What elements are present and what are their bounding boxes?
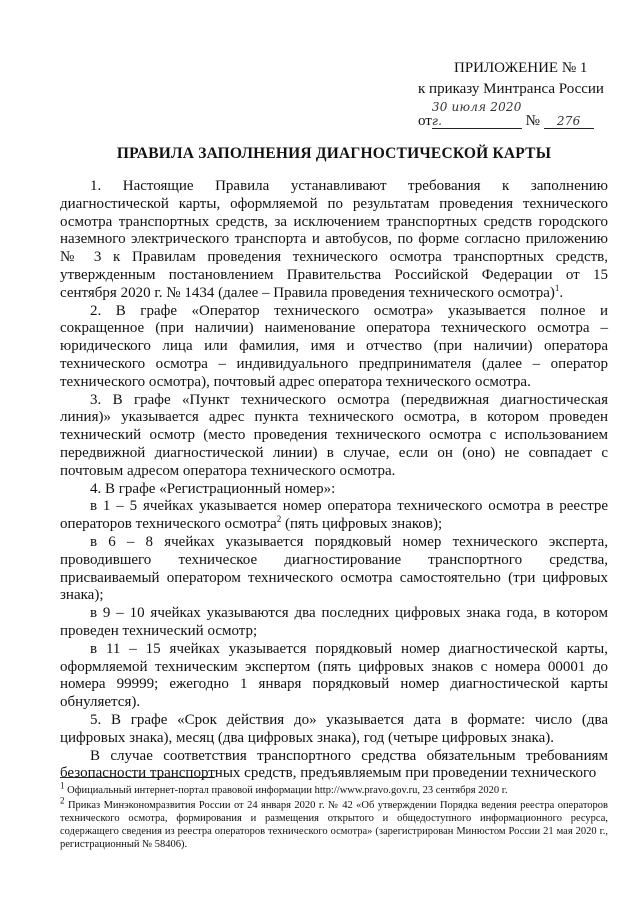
footnote-2: $^2$ Приказ Минэкономразвития России от 24 января 2020 г. № 42 «Об утверждении Порядка ведения реестра операторов технического осмотра, формирования и размещения открытого и общедоступного информационного ресурса, содержащего сведения из реестра операторов технического осмотра» (зарегистрирован Минюстом России 21 мая 2020 г., регистрационный № 58406).: [60, 795, 609, 850]
handwritten-date: 30 июля 2020 г.: [431, 100, 522, 128]
paragraph-2: 2. В графе «Оператор технического осмотра» указывается полное и сокращенное (при наличии) наименование оператора технического осмотра – юридического лица или фамилия, имя и отчество (при наличии) оператора технического осмотра – индивидуального предпринимателя (далее – оператор технического осмотра), почтовый адрес оператора технического осмотра.: [60, 302, 608, 390]
footnote-ref-1: 1: [554, 282, 560, 293]
footnote-1: $^1$ Официальный интернет-портал правовой информации http://www.pravo.gov.ru, 23 сентября 2020 г.: [60, 780, 508, 796]
paragraph-4-item-1: в 1 – 5 ячейках указывается номер оператора технического осмотра в реестре операторов технического осмотра$^2$ (пять цифровых знаков);: [60, 498, 608, 533]
paragraph-4: 4. В графе «Регистрационный номер»:: [90, 480, 336, 497]
paragraph-5: 5. В графе «Срок действия до» указывается дата в формате: число (два цифровых знака), месяц (два цифровых знака), год (четыре цифровых знака).: [60, 711, 608, 746]
paragraph-6: В случае соответствия транспортного средства обязательным требованиям безопасности транспортных средств, предъявляемым при проведении технического: [60, 747, 608, 782]
number-label: №: [525, 113, 540, 129]
from-label: от: [418, 113, 432, 129]
footnote-ref-2: 2: [276, 514, 282, 525]
order-date-line: [418, 100, 608, 132]
document-body: [60, 178, 608, 783]
appendix-header: [418, 58, 608, 132]
handwritten-number: 276: [544, 114, 594, 129]
paragraph-3: 3. В графе «Пункт технического осмотра (передвижная диагностическая линия)» указывается адрес пункта технического осмотра, в котором проведен технический осмотр (место проведения технического осмотра с использованием передвижной диагностической линии) в случае, если он (оно) не совпадает с почтовым адресом оператора технического осмотра.: [60, 391, 608, 479]
document-title: ПРАВИЛА ЗАПОЛНЕНИЯ ДИАГНОСТИЧЕСКОЙ КАРТЫ: [116, 145, 552, 162]
footnote-divider: [60, 777, 215, 778]
appendix-title: ПРИЛОЖЕНИЕ № 1: [454, 60, 588, 76]
paragraph-4-item-2: в 6 – 8 ячейках указывается порядковый номер технического эксперта, проводившего техническое диагностирование транспортного средства, присваиваемый оператором технического осмотра самостоятельно (три цифровых знака);: [60, 533, 608, 604]
paragraph-4-item-3: в 9 – 10 ячейках указываются два последних цифровых знака года, в котором проведен технический осмотр;: [60, 605, 608, 639]
paragraph-4-item-4: в 11 – 15 ячейках указывается порядковый номер диагностической карты, оформляемой техническим экспертом (пять цифровых знаков с номера 00001 до номера 99999; ежегодно 1 января порядковый номер диагностической карты обнуляется).: [60, 640, 608, 711]
order-reference: к приказу Минтранса России: [418, 81, 604, 97]
paragraph-1: 1. Настоящие Правила устанавливают требования к заполнению диагностической карты, оформляемой по результатам проведения технического осмотра транспортных средств, за исключением транспортных средств городского наземного электрического транспорта и автобусов, по форме согласно приложению № 3 к Правилам проведения технического осмотра транспортных средств, утвержденным постановлением Правительства Российской Федерации от 15 сентября 2020 г. № 1434 (далее – Правила проведения технического осмотра)$^1$.: [60, 178, 608, 301]
footnotes: [60, 777, 608, 853]
